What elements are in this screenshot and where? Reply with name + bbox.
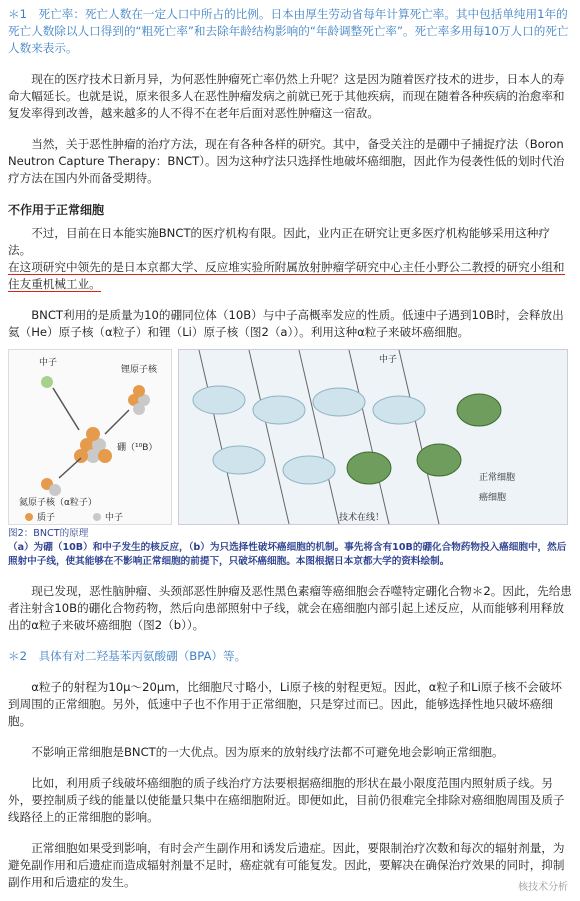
neutron-beams (199, 350, 439, 524)
caption-title: 图2：BNCT的原理 (8, 528, 89, 539)
label-neutron-legend: 中子 (105, 513, 124, 523)
figure-2 (8, 349, 568, 523)
paragraph-9: 正常细胞如果受到影响，有时会产生副作用和诱发后遗症。因此，要限制治疗次数和每次的辐射剂量，为避免副作用和后遗症而造成辐射剂量不足时，癌症就有可能复发。因此，要解决在确保治疗效果的同时，抑制副作用和后遗症的发生。 (8, 841, 565, 889)
paragraph-3b (8, 259, 572, 293)
figure-2b (178, 349, 568, 525)
figure-2a (8, 349, 172, 525)
paragraph-2: 当然，关于恶性肿瘤的治疗方法，现在有各种各样的研究。其中，备受关注的是硼中子捕捉疗法（Boron Neutron Capture Therapy：BNCT）。因为这种疗法只选择性地破坏癌细胞，因此作为侵袭性低的划时代治疗方法在国内外而备受期待。 (8, 137, 565, 185)
paragraph-7: 不影响正常细胞是BNCT的一大优点。因为原来的放射线疗法都不可避免地会影响正常细胞。 (31, 745, 504, 759)
proton-legend-dot (25, 513, 33, 521)
label-normal-cell: 正常细胞 (479, 473, 516, 483)
neutron-particle (41, 376, 53, 388)
label-proton: 质子 (37, 513, 56, 523)
arrow-lithium (105, 410, 129, 434)
label-lithium: 锂原子核 (121, 365, 158, 375)
footnote-2: ＊2 具体有对二羟基苯丙氨酸硼（BPA）等。 (8, 649, 247, 663)
paragraph-1: 现在的医疗技术日新月异，为何恶性肿瘤死亡率仍然上升呢？这是因为随着医疗技术的进步，日本人的寿命大幅延长。也就是说，原来很多人在恶性肿瘤发病之前就已死于其他疾病，而现在随着各种疾病的治愈率和复发率得到改善，越来越多的人不得不在老年后面对恶性肿瘤这一宿敌。 (8, 72, 565, 120)
label-neutron-beam: 中子 (379, 355, 398, 365)
paragraph-4: BNCT利用的是质量为10的硼同位体（10B）与中子高概率发应的性质。低速中子遇到10B时，会释放出氦（He）原子核（α粒子）和锂（Li）原子核（图2（a））。利用这种α粒子来破坏癌细胞。 (8, 308, 564, 339)
figure-caption (8, 527, 572, 569)
caption-body: （a）为硼（10B）和中子发生的核反应，（b）为只选择性破坏癌细胞的机制。事先将含有10B的硼化合物药物投入癌细胞中，然后照射中子线，使其能够在不影响正常细胞的前提下，只破坏癌细胞。本图根据日本京都大学的资料绘制。 (8, 542, 567, 567)
label-helium: 氦原子核（α粒子） (19, 498, 97, 508)
highlighted-text: 在这项研究中领先的是日本京都大学、反应堆实验所附属放射肿瘤学研究中心主任小野公二教授的研究小组和住友重机械工业。 (8, 260, 565, 291)
paragraph-3a: 不过，目前在日本能实施BNCT的医疗机构有限。因此，业内正在研究让更多医疗机构能够采用这种疗法。 (8, 226, 550, 257)
helium-nucleus (41, 478, 61, 496)
nuclear-reaction-diagram (9, 350, 171, 524)
label-boron: 硼（¹⁰B） (117, 443, 158, 453)
label-neutron: 中子 (39, 358, 58, 368)
section-heading: 不作用于正常细胞 (8, 203, 105, 217)
watermark: 技术在线！ (339, 513, 385, 523)
neutron-legend-dot (93, 513, 101, 521)
paragraph-5: 现已发现，恶性脑肿瘤、头颈部恶性肿瘤及恶性黑色素瘤等癌细胞会吞噬特定硼化合物＊2。因此，先给患者注射含10B的硼化合物药物，然后向患部照射中子线，就会在癌细胞内部引起上述反应，从而能够利用释放出的α粒子来破坏癌细胞（图2（b））。 (8, 584, 572, 632)
paragraph-8: 比如，利用质子线破坏癌细胞的质子线治疗方法要根据癌细胞的形状在最小限度范围内照射质子线。另外，要控制质子线的能量以使能量只集中在癌细胞附近。即便如此，目前仍很难完全排除对癌细胞周围及质子线路径上的正常细胞的影响。 (8, 776, 565, 824)
footnote-1: ＊1 死亡率：死亡人数在一定人口中所占的比例。日本由厚生劳动省每年计算死亡率。其中包括单纯用1年的死亡人数除以人口得到的“粗死亡率”和去除年龄结构影响的“年龄调整死亡率”。死亡率多用每10万人口的死亡人数来表示。 (8, 7, 569, 55)
paragraph-6: α粒子的射程为10μ～20μm，比细胞尺寸略小，Li原子核的射程更短。因此，α粒子和Li原子核不会破坏到周围的正常细胞。另外，低速中子也不作用于正常细胞，只是穿过而已。因此，能够选择性地只破坏癌细胞。 (8, 680, 562, 728)
arrow-helium (59, 458, 81, 478)
label-cancer-cell: 癌细胞 (479, 493, 507, 503)
arrow-line (53, 388, 79, 430)
watermark-bottom: 核技术分析 (518, 882, 568, 893)
lithium-nucleus (128, 385, 150, 415)
cell-diagram (179, 350, 567, 524)
